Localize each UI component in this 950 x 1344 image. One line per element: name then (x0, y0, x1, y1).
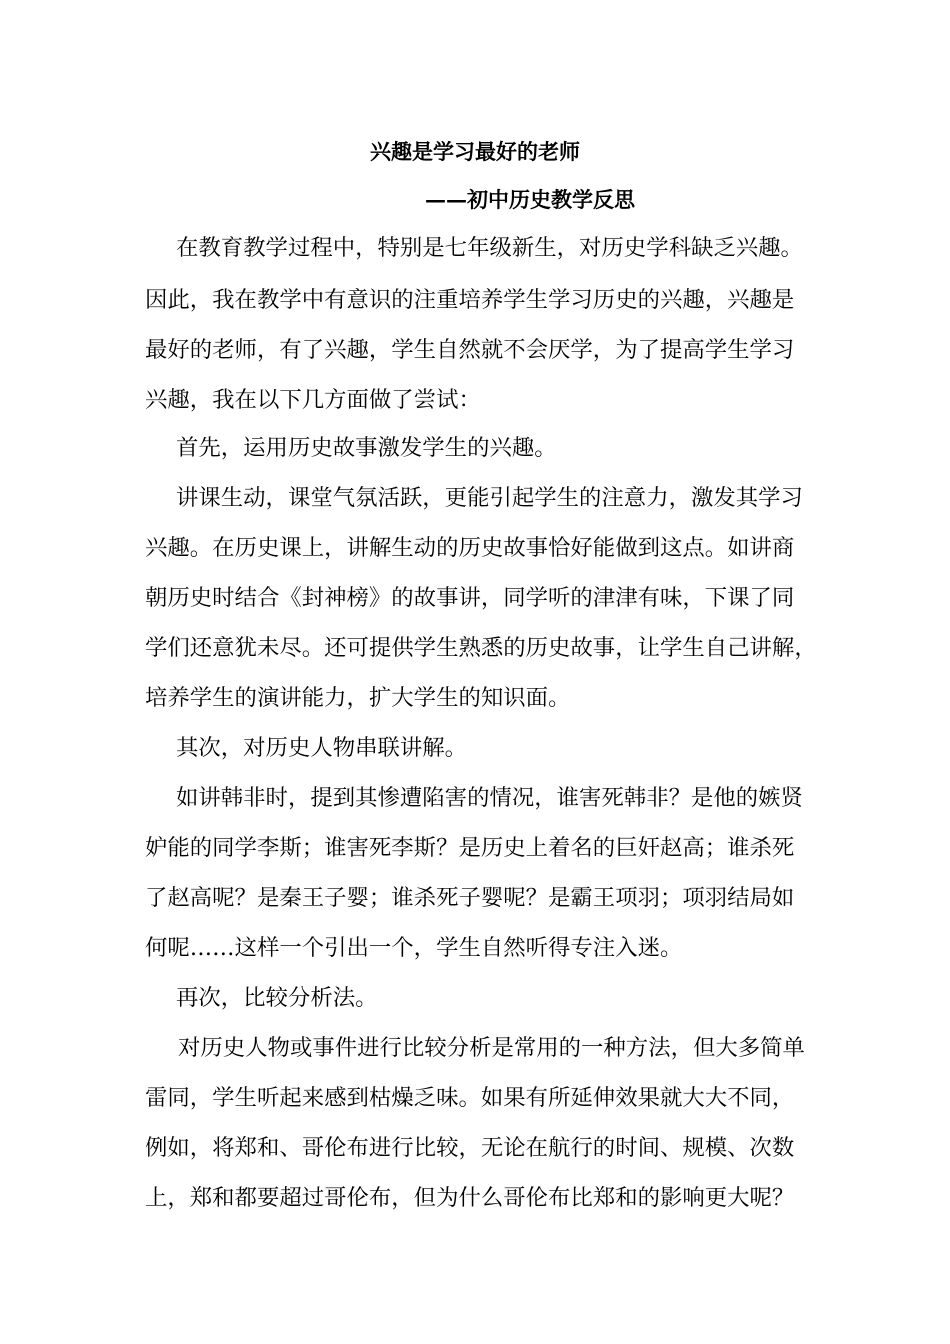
paragraph-line: 兴趣，我在以下几方面做了尝试： (145, 387, 481, 413)
section-heading: 首先，运用历史故事激发学生的兴趣。 (176, 435, 557, 461)
section-heading: 其次，对历史人物串联讲解。 (176, 735, 468, 761)
section-heading: 再次，比较分析法。 (176, 985, 378, 1011)
paragraph-line: 在教育教学过程中，特别是七年级新生，对历史学科缺乏兴趣。 (176, 235, 803, 261)
paragraph-line: 妒能的同学李斯；谁害死李斯？是历史上着名的巨奸赵高；谁杀死 (145, 835, 795, 861)
paragraph-line: 讲课生动，课堂气氛活跃，更能引起学生的注意力，激发其学习 (176, 485, 803, 511)
paragraph-line: 因此，我在教学中有意识的注重培养学生学习历史的兴趣，兴趣是 (145, 287, 795, 313)
paragraph-line: 雷同，学生听起来感到枯燥乏味。如果有所延伸效果就大大不同， (145, 1085, 795, 1111)
paragraph-line: 兴趣。在历史课上，讲解生动的历史故事恰好能做到这点。如讲商 (145, 535, 795, 561)
document-title: 兴趣是学习最好的老师 (370, 139, 580, 164)
paragraph-line: 如讲韩非时，提到其惨遭陷害的情况，谁害死韩非？是他的嫉贤 (176, 785, 803, 811)
paragraph-line: 培养学生的演讲能力，扩大学生的知识面。 (145, 685, 571, 711)
paragraph-line: 朝历史时结合《封神榜》的故事讲，同学听的津津有味，下课了同 (145, 585, 795, 611)
paragraph-line: 了赵高呢？是秦王子婴；谁杀死子婴呢？是霸王项羽；项羽结局如 (145, 885, 795, 911)
paragraph-line: 对历史人物或事件进行比较分析是常用的一种方法，但大多简单 (178, 1035, 805, 1061)
paragraph-line: 何呢……这样一个引出一个，学生自然听得专注入迷。 (145, 935, 683, 961)
document-subtitle: ——初中历史教学反思 (425, 187, 635, 212)
paragraph-line: 上，郑和都要超过哥伦布，但为什么哥伦布比郑和的影响更大呢？ (145, 1185, 795, 1211)
paragraph-line: 例如，将郑和、哥伦布进行比较，无论在航行的时间、规模、次数 (145, 1135, 795, 1161)
paragraph-line: 学们还意犹未尽。还可提供学生熟悉的历史故事，让学生自己讲解， (145, 635, 817, 661)
paragraph-line: 最好的老师，有了兴趣，学生自然就不会厌学，为了提高学生学习 (145, 337, 795, 363)
